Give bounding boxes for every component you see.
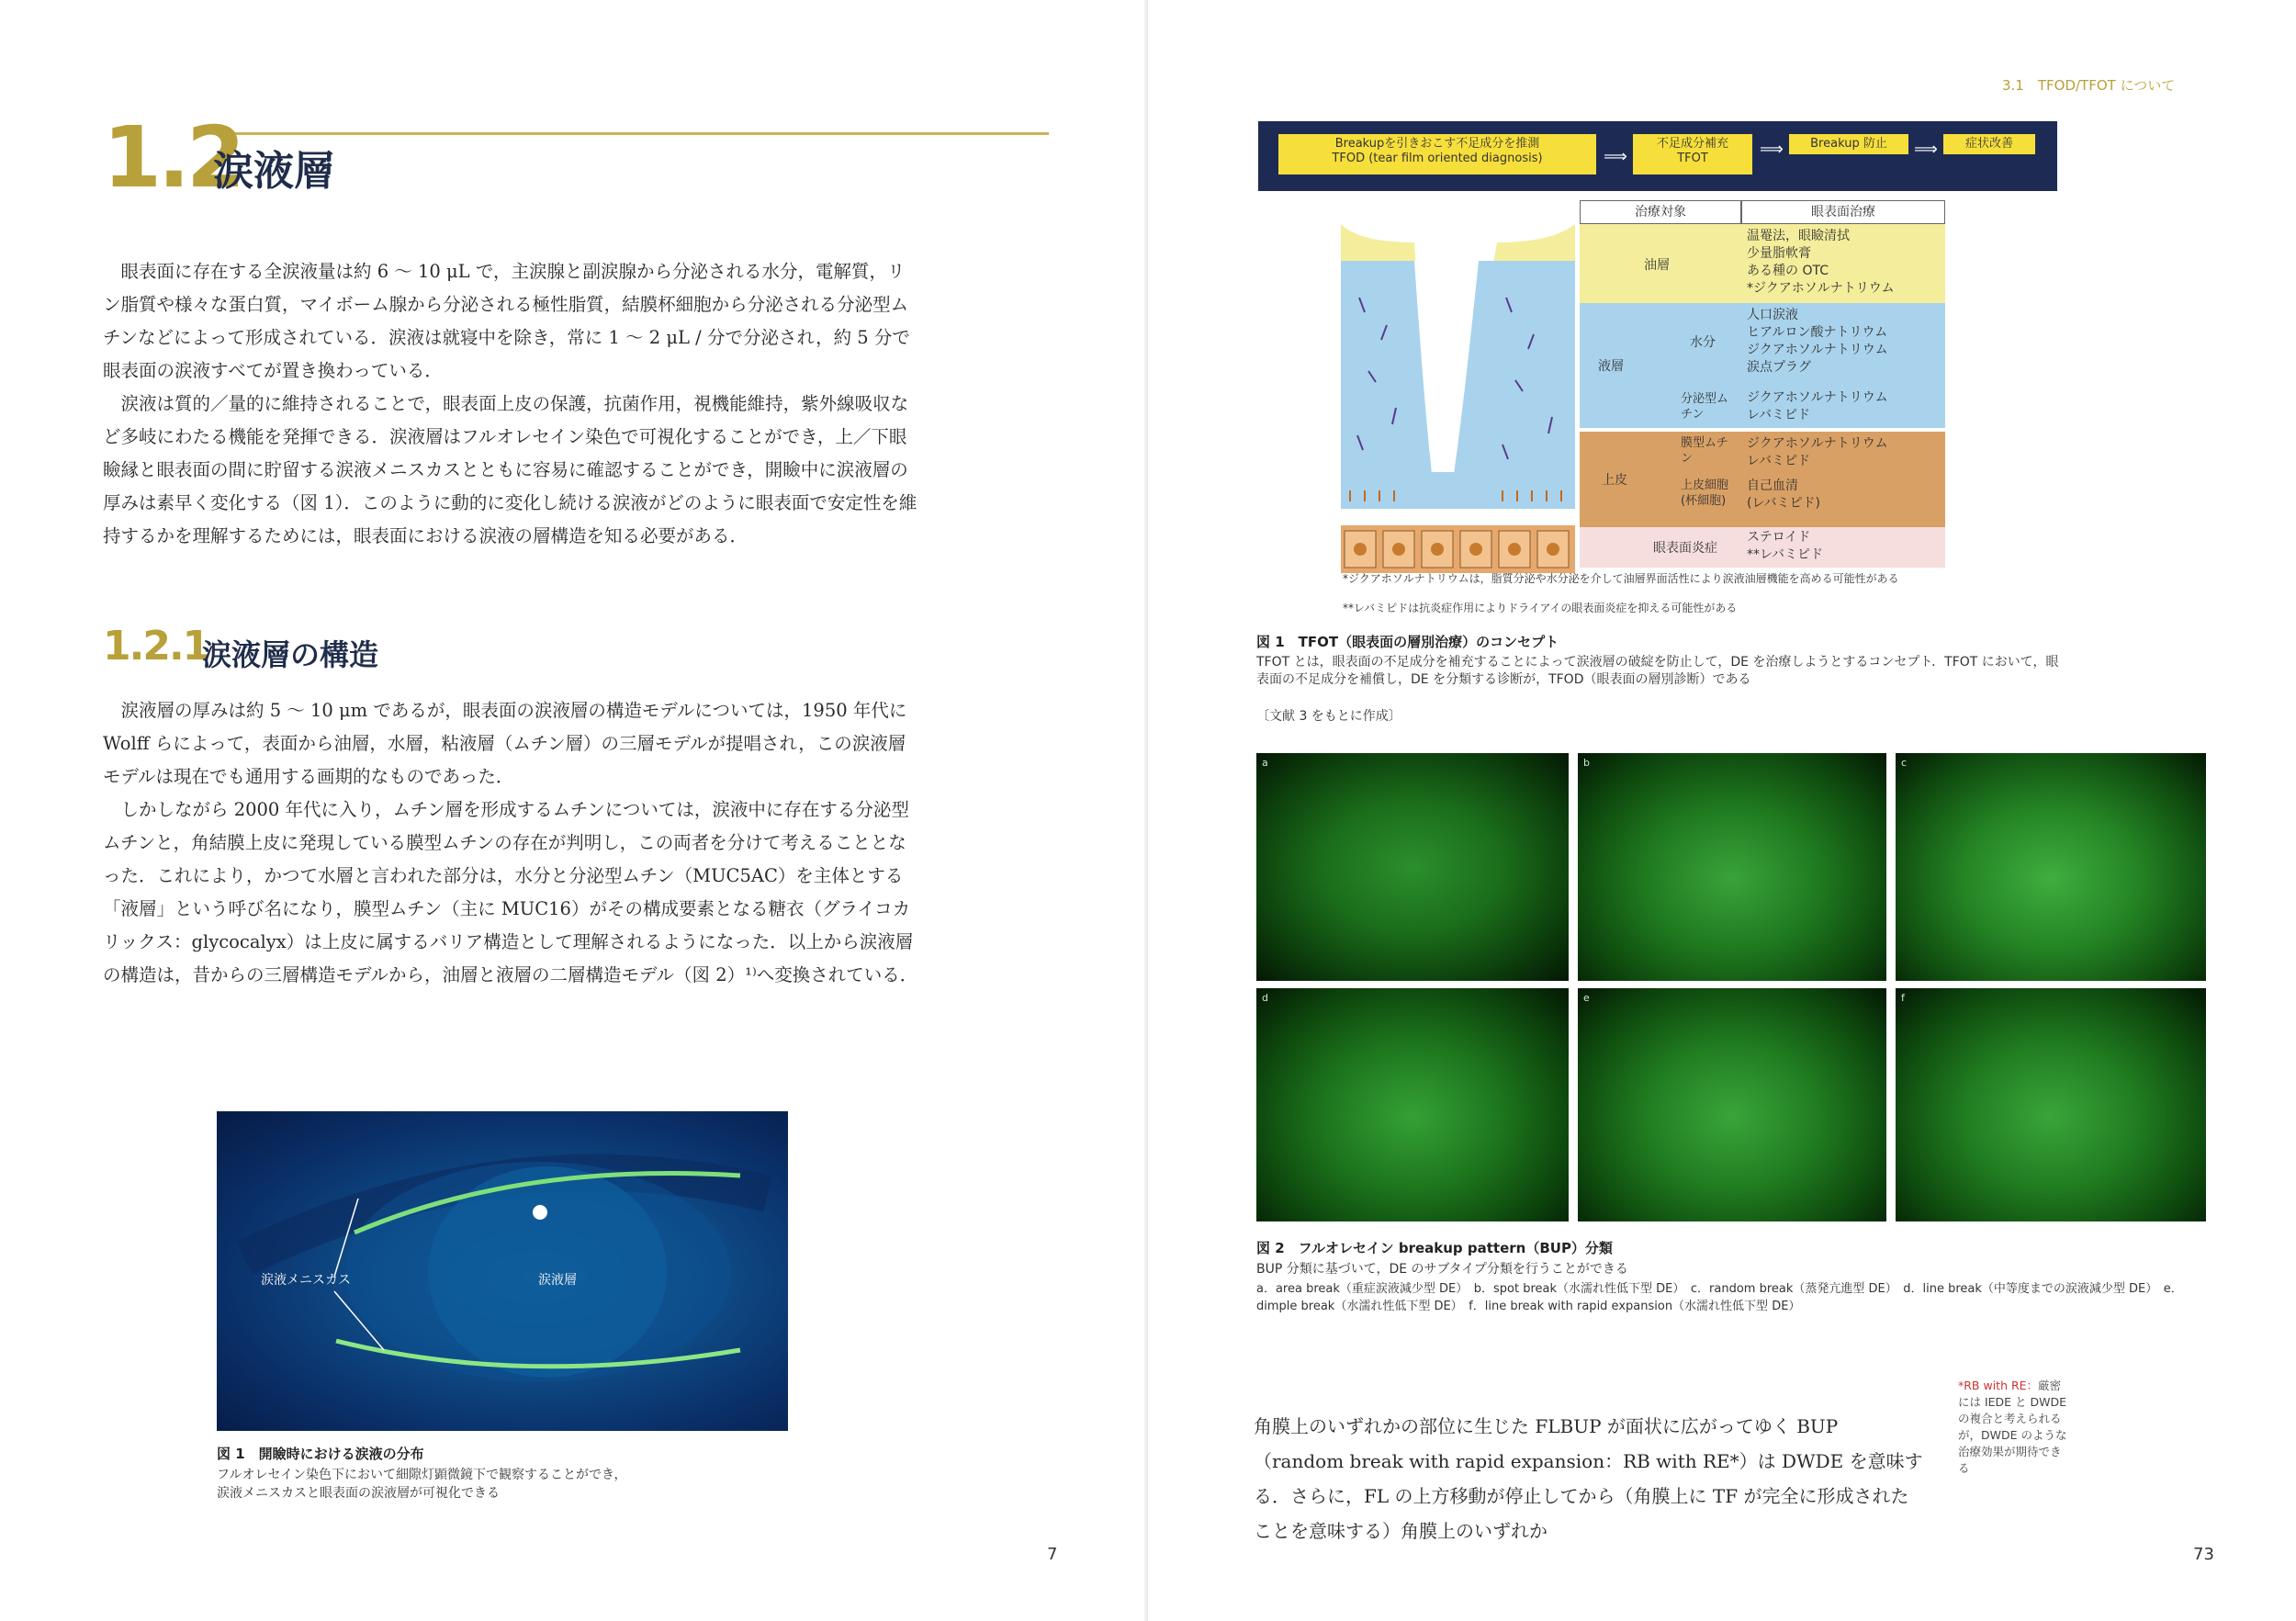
flow-step1-line1: Breakupを引きおこす不足成分を推測 — [1334, 137, 1540, 151]
bup-photo-f — [1896, 988, 2206, 1221]
fig-tfot-caption-title: 図 1 TFOT（眼表面の層別治療）のコンセプト — [1256, 634, 1559, 650]
subsection-title: 涙液層の構造 — [202, 637, 379, 672]
photo-label: a — [1262, 757, 1268, 769]
fig-tfot-caption-source: 〔文献 3 をもとに作成〕 — [1256, 709, 1401, 724]
bup-photo-d — [1256, 988, 1569, 1221]
photo-label: d — [1262, 992, 1268, 1004]
flow-step1-line2: TFOD (tear film oriented diagnosis) — [1332, 152, 1543, 165]
label-meniscus: 涙液メニスカス — [261, 1273, 351, 1288]
fig-tfot-caption-body: TFOT とは，眼表面の不足成分を補充することによって涙液層の破綻を防止して，DE を治療しようとするコンセプト．TFOT において，眼表面の不足成分を補償し，DE を分類する诊断が，TFOD（眼表面の層別診断）である — [1256, 655, 2059, 687]
label-epithelial-cell: 上皮細胞 (杯細胞) — [1681, 478, 1729, 508]
water-drug: ジクアホソルナトリウム — [1747, 343, 1888, 357]
oil-drug: 少量脂軟膏 — [1747, 246, 1811, 261]
right-body-text: 角膜上のいずれかの部位に生じた FLBUP が面状に広がってゆく BUP（random break with rapid expansion：RB with RE*）は DWDE を意味する．さらに，FL の上方移動が停止してから（角膜上に TF が完全に形成されたことを意味する）角膜上のいずれか — [1254, 1415, 1923, 1542]
side-note-term: *RB with RE： — [1958, 1379, 2039, 1392]
epi-cell-drug: 自己血清 — [1747, 478, 1798, 493]
paragraph-2: 涙液は質的／量的に維持されることで，眼表面上皮の保護，抗菌作用，視機能維持，紫外線吸収など多岐にわたる機能を発揮できる．涙液層はフルオレセイン染色で可視化することができ，上／下眼瞼縁と眼表面の間に貯留する涙液メニスカスとともに容易に確認することができ，開瞼中に涙液層の厚みは素早く変化する（図 1）．このように動的に変化し続ける涙液がどのように眼表面で安定性を維持するかを理解するためには，眼表面における涙液の層構造を知る必要がある． — [103, 393, 917, 546]
oil-drugs — [1747, 228, 1895, 298]
arrow-icon: ⟹ — [1914, 140, 1938, 159]
photo-label: f — [1901, 992, 1905, 1004]
figure1-caption-body: フルオレセイン染色下において細隙灯顕微鏡下で観察することができ，涙液メニスカスと眼表面の涙液層が可視化できる — [217, 1468, 627, 1501]
bup-photo-e — [1578, 988, 1886, 1221]
flow-step-improve: 症状改善 — [1943, 134, 2035, 154]
bup-photo-a — [1256, 753, 1569, 981]
section-number: 1.2 — [103, 108, 242, 207]
side-note-text: 厳密には IEDE と DWDE の複合と考えられるが，DWDE のような治療効果が期待できる — [1958, 1379, 2067, 1475]
epithelial-cell-drugs — [1747, 478, 1820, 512]
tear-film-layer-diagram — [1341, 224, 1575, 573]
row-label-epithelium: 上皮 — [1602, 473, 1627, 488]
flow-step2-line2: TFOT — [1677, 152, 1708, 165]
secreted-mucin-drugs — [1747, 389, 1888, 424]
water-drug: 涙点プラグ — [1747, 360, 1811, 375]
water-drugs — [1747, 307, 1888, 377]
page-number-left: 7 — [1047, 1545, 1058, 1564]
flow-step-therapy — [1633, 134, 1752, 174]
mem-mucin-drug: レバミピド — [1747, 454, 1811, 468]
paragraph-4: しかしながら 2000 年代に入り，ムチン層を形成するムチンについては，涙液中に存在する分泌型ムチンと，角結膜上皮に発現している膜型ムチンの存在が判明し，この両者を分けて考えることとなった．これにより，かつて水層と言われた部分は，水分と分泌型ムチン（MUC5AC）を主体とする「液層」という呼び名になり，膜型ムチン（主に MUC16）がその構成要素となる糖衣（グライコカリックス：glycocalyx）は上皮に属するバリア構造として理解されるようになった．以上から涙液層の構造は，昔からの三層構造モデルから，油層と液層の二層構造モデル（図 2）¹⁾へ変換されている． — [103, 799, 918, 985]
row-label-liquid: 液層 — [1598, 359, 1624, 374]
photo-label: c — [1901, 757, 1908, 769]
figure1-caption-title: 図 1 開瞼時における涙液の分布 — [217, 1446, 424, 1462]
footnote-2: **レバミピドは抗炎症作用によりドライアイの眼表面炎症を抑える可能性がある — [1343, 602, 1738, 614]
fig-bup-caption-detail: a．area break（重症涙液減少型 DE） b．spot break（水濡れ性低下型 DE） c．random break（蒸発亢進型 DE） d．line break（中等度までの涙液減少型 DE） e．dimple break（水濡れ性低下型 DE） f．line break with rapid expansion（水濡れ性低下型 DE） — [1256, 1282, 2183, 1313]
table-head-drug: 眼表面治療 — [1741, 200, 1945, 224]
arrow-icon: ⟹ — [1760, 140, 1784, 159]
oil-drug: 温罨法，眼瞼清拭 — [1747, 229, 1850, 243]
label-secreted-mucin: 分泌型ムチン — [1681, 392, 1729, 422]
water-drug: ヒアルロン酸ナトリウム — [1747, 325, 1888, 340]
paragraph-3: 涙液層の厚みは約 5 〜 10 μm であるが，眼表面の涙液層の構造モデルについては，1950 年代に Wolff らによって，表面から油層，水層，粘液層（ムチン層）の三層モデルが提唱され，この涙液層モデルは現在でも通用する画期的なものであった． — [103, 700, 907, 787]
section-title: 涙液層 — [213, 148, 334, 195]
inflam-drug: ステロイド — [1747, 530, 1811, 545]
footnote-1: *ジクアホソルナトリウムは，脂質分泌や水分泌を介して油層界面活性により涙液油層機能を高める可能性がある — [1343, 572, 1899, 585]
paragraph-1: 眼表面に存在する全涙液量は約 6 〜 10 μL で，主涙腺と副涙腺から分泌される水分，電解質，リン脂質や様々な蛋白質，マイボーム腺から分泌される極性脂質，結膜杯細胞から分泌される分泌型ムチンなどによって形成されている．涙液は就寝中を除き，常に 1 〜 2 μL / 分で分泌され，約 5 分で眼表面の涙液すべてが置き換わっている． — [103, 261, 910, 381]
sec-mucin-drug: ジクアホソルナトリウム — [1747, 390, 1888, 405]
eye-illustration — [217, 1111, 788, 1431]
page-number-right: 73 — [2193, 1545, 2214, 1564]
row-label-oil: 油層 — [1644, 258, 1670, 273]
tfot-flow-box — [1258, 121, 2057, 191]
table-head-target: 治療対象 — [1580, 200, 1741, 224]
label-membrane-mucin: 膜型ムチン — [1681, 436, 1728, 466]
fig-bup-caption-title: 図 2 フルオレセイン breakup pattern（BUP）分類 — [1256, 1240, 1613, 1256]
water-drug: 人口涙液 — [1747, 308, 1798, 322]
inflammation-drugs — [1747, 529, 1823, 564]
oil-drug: ある種の OTC — [1747, 264, 1829, 278]
inflam-drug: **レバミピド — [1747, 547, 1824, 562]
running-head: 3.1 TFOD/TFOT について — [2002, 77, 2176, 94]
right-page — [1148, 0, 2296, 1621]
label-water: 水分 — [1690, 335, 1716, 350]
label-tear-film: 涙液層 — [538, 1273, 577, 1288]
section-rule — [213, 132, 1049, 135]
bup-photo-b — [1578, 753, 1886, 981]
fig-bup-caption-body: BUP 分類に基づいて，DE のサブタイプ分類を行うことができる — [1256, 1262, 1628, 1277]
epi-cell-drug: (レバミピド) — [1747, 496, 1820, 511]
flow-step-prevent: Breakup 防止 — [1789, 134, 1908, 154]
flow-step-diagnosis — [1278, 134, 1596, 174]
side-note — [1958, 1378, 2068, 1477]
photo-label: b — [1583, 757, 1590, 769]
subsection-number: 1.2.1 — [103, 623, 209, 670]
oil-drug: *ジクアホソルナトリウム — [1747, 281, 1895, 296]
arrow-icon: ⟹ — [1604, 147, 1627, 166]
bup-photo-c — [1896, 753, 2206, 981]
eye-fluorescein-photo — [217, 1111, 788, 1431]
sec-mucin-drug: レバミピド — [1747, 408, 1811, 422]
membrane-mucin-drugs — [1747, 435, 1888, 470]
row-label-inflammation: 眼表面炎症 — [1653, 541, 1717, 556]
mem-mucin-drug: ジクアホソルナトリウム — [1747, 436, 1888, 451]
flow-step2-line1: 不足成分補充 — [1656, 137, 1728, 151]
photo-label: e — [1583, 992, 1590, 1004]
